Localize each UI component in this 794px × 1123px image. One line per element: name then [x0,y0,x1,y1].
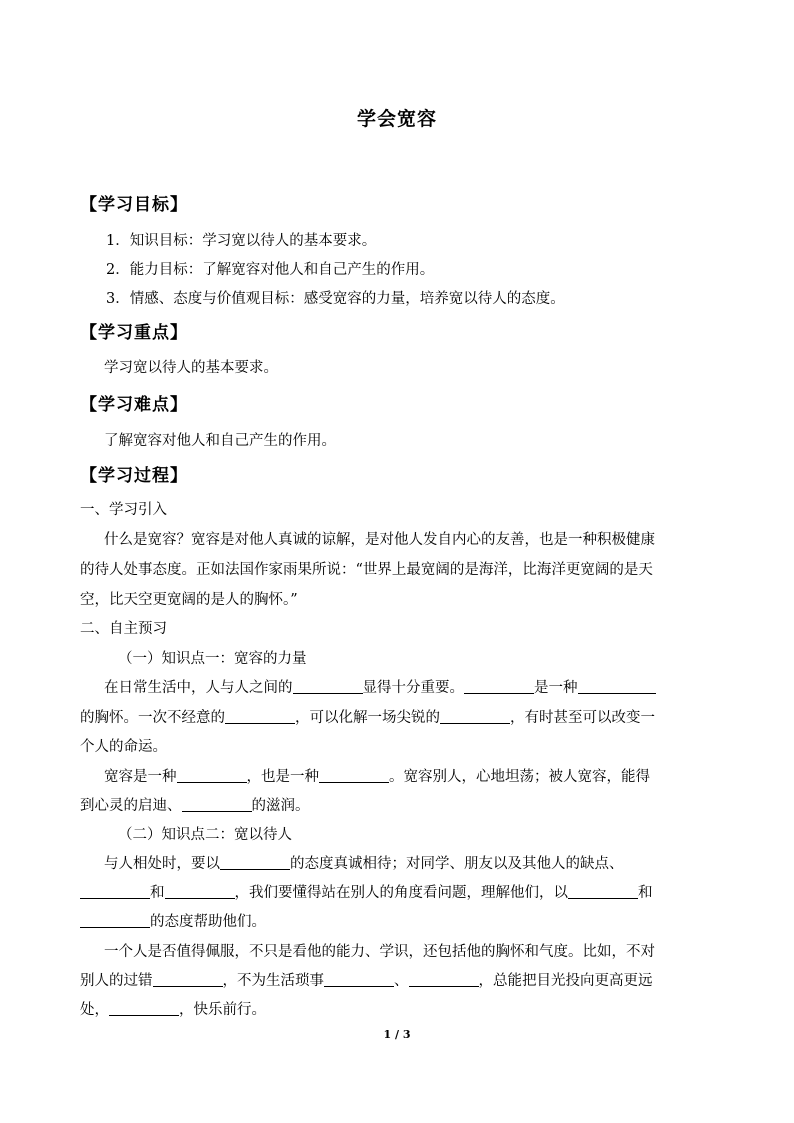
kp2-l5-text-4: ，总能把目光投向更高更远 [478,973,653,989]
fill-blank[interactable] [319,768,389,783]
objective-1: 1．知识目标：学习宽以待人的基本要求。 [106,233,377,249]
kp2-l2-text-2: ，我们要懂得站在别人的角度看问题，理解他们，以 [234,885,568,901]
kp2-l5-text-1: 别人的过错 [80,973,153,989]
key-point-text: 学习宽以待人的基本要求。 [104,360,278,376]
fill-blank[interactable] [109,1001,179,1016]
kp1-line-3: 个人的命运。 [80,739,167,755]
kp1-l2-text-1: 的胸怀。一次不经意的 [80,710,225,726]
fill-blank[interactable] [324,972,394,987]
fill-blank[interactable] [220,855,290,870]
kp1-l2-text-2: ，可以化解一场尖锐的 [295,710,440,726]
kp2-l6-text-1: 处， [80,1002,109,1018]
kp1-l1-text-2: 显得十分重要。 [362,680,464,696]
kp2-line-1 [104,854,624,874]
heading-process: 【学习过程】 [80,466,188,486]
difficulty-text: 了解宽容对他人和自己产生的作用。 [104,433,336,449]
section-intro-title: 一、学习引入 [80,502,167,518]
kp1-l1-text-1: 在日常生活中，人与人之间的 [104,680,293,696]
kp2-l1-text-2: 的态度真诚相待；对同学、朋友以及其他人的缺点、 [290,856,624,872]
intro-line-2: 的待人处事态度。正如法国作家雨果所说：“世界上最宽阔的是海洋，比海洋更宽阔的是天 [80,562,653,578]
kp2-line-5 [80,971,653,991]
kp2-title: （二）知识点二：宽以待人 [118,827,292,843]
kp1-l4-text-3: 。宽容别人，心地坦荡；被人宽容，能得 [389,769,650,785]
fill-blank[interactable] [177,768,247,783]
fill-blank[interactable] [80,913,150,928]
page-number: 1 / 3 [383,1028,411,1041]
heading-key-points: 【学习重点】 [80,323,188,343]
intro-line-1: 什么是宽容？宽容是对他人真诚的谅解，是对他人发自内心的友善，也是一种积极健康 [104,532,655,548]
fill-blank[interactable] [165,884,235,899]
kp2-line-6 [80,1000,266,1020]
kp2-l6-text-2: ，快乐前行。 [179,1002,266,1018]
kp1-title: （一）知识点一：宽容的力量 [118,651,307,667]
kp2-l2-text-1: 和 [150,885,165,901]
kp2-l1-text-1: 与人相处时，要以 [104,856,220,872]
kp1-l5-text-2: 的滋润。 [251,798,310,814]
fill-blank[interactable] [409,972,479,987]
fill-blank[interactable] [464,679,534,694]
kp1-l1-text-3: 是一种 [534,680,578,696]
fill-blank[interactable] [578,679,656,694]
kp1-l5-text-1: 到心灵的启迪、 [80,798,182,814]
kp1-line-1 [104,678,656,698]
kp1-l4-text-2: ，也是一种 [246,769,319,785]
kp2-l5-text-2: ，不为生活琐事 [222,973,324,989]
kp2-line-3 [80,912,266,932]
fill-blank[interactable] [568,884,638,899]
fill-blank[interactable] [440,709,510,724]
kp2-line-2 [80,883,653,903]
fill-blank[interactable] [153,972,223,987]
objective-3: 3．情感、态度与价值观目标：感受宽容的力量，培养宽以待人的态度。 [106,291,565,307]
section-preview-title: 二、自主预习 [80,621,167,637]
kp2-l3-text-1: 的态度帮助他们。 [150,914,266,930]
kp2-line-4: 一个人是否值得佩服，不只是看他的能力、学识，还包括他的胸怀和气度。比如，不对 [104,944,655,960]
heading-difficulties: 【学习难点】 [80,395,188,415]
intro-line-3: 空，比天空更宽阔的是人的胸怀。” [80,592,298,608]
kp1-line-5 [80,796,310,816]
fill-blank[interactable] [225,709,295,724]
fill-blank[interactable] [182,797,252,812]
fill-blank[interactable] [293,679,363,694]
kp1-line-2 [80,708,655,728]
kp1-l2-text-3: ，有时甚至可以改变一 [510,710,655,726]
kp1-line-4 [104,767,650,787]
page-title: 学会宽容 [356,108,437,130]
kp1-l4-text-1: 宽容是一种 [104,769,177,785]
kp2-l2-text-3: 和 [638,885,653,901]
heading-objectives: 【学习目标】 [80,195,188,215]
objective-2: 2．能力目标：了解宽容对他人和自己产生的作用。 [106,262,435,278]
fill-blank[interactable] [80,884,150,899]
kp2-l5-text-3: 、 [394,973,409,989]
